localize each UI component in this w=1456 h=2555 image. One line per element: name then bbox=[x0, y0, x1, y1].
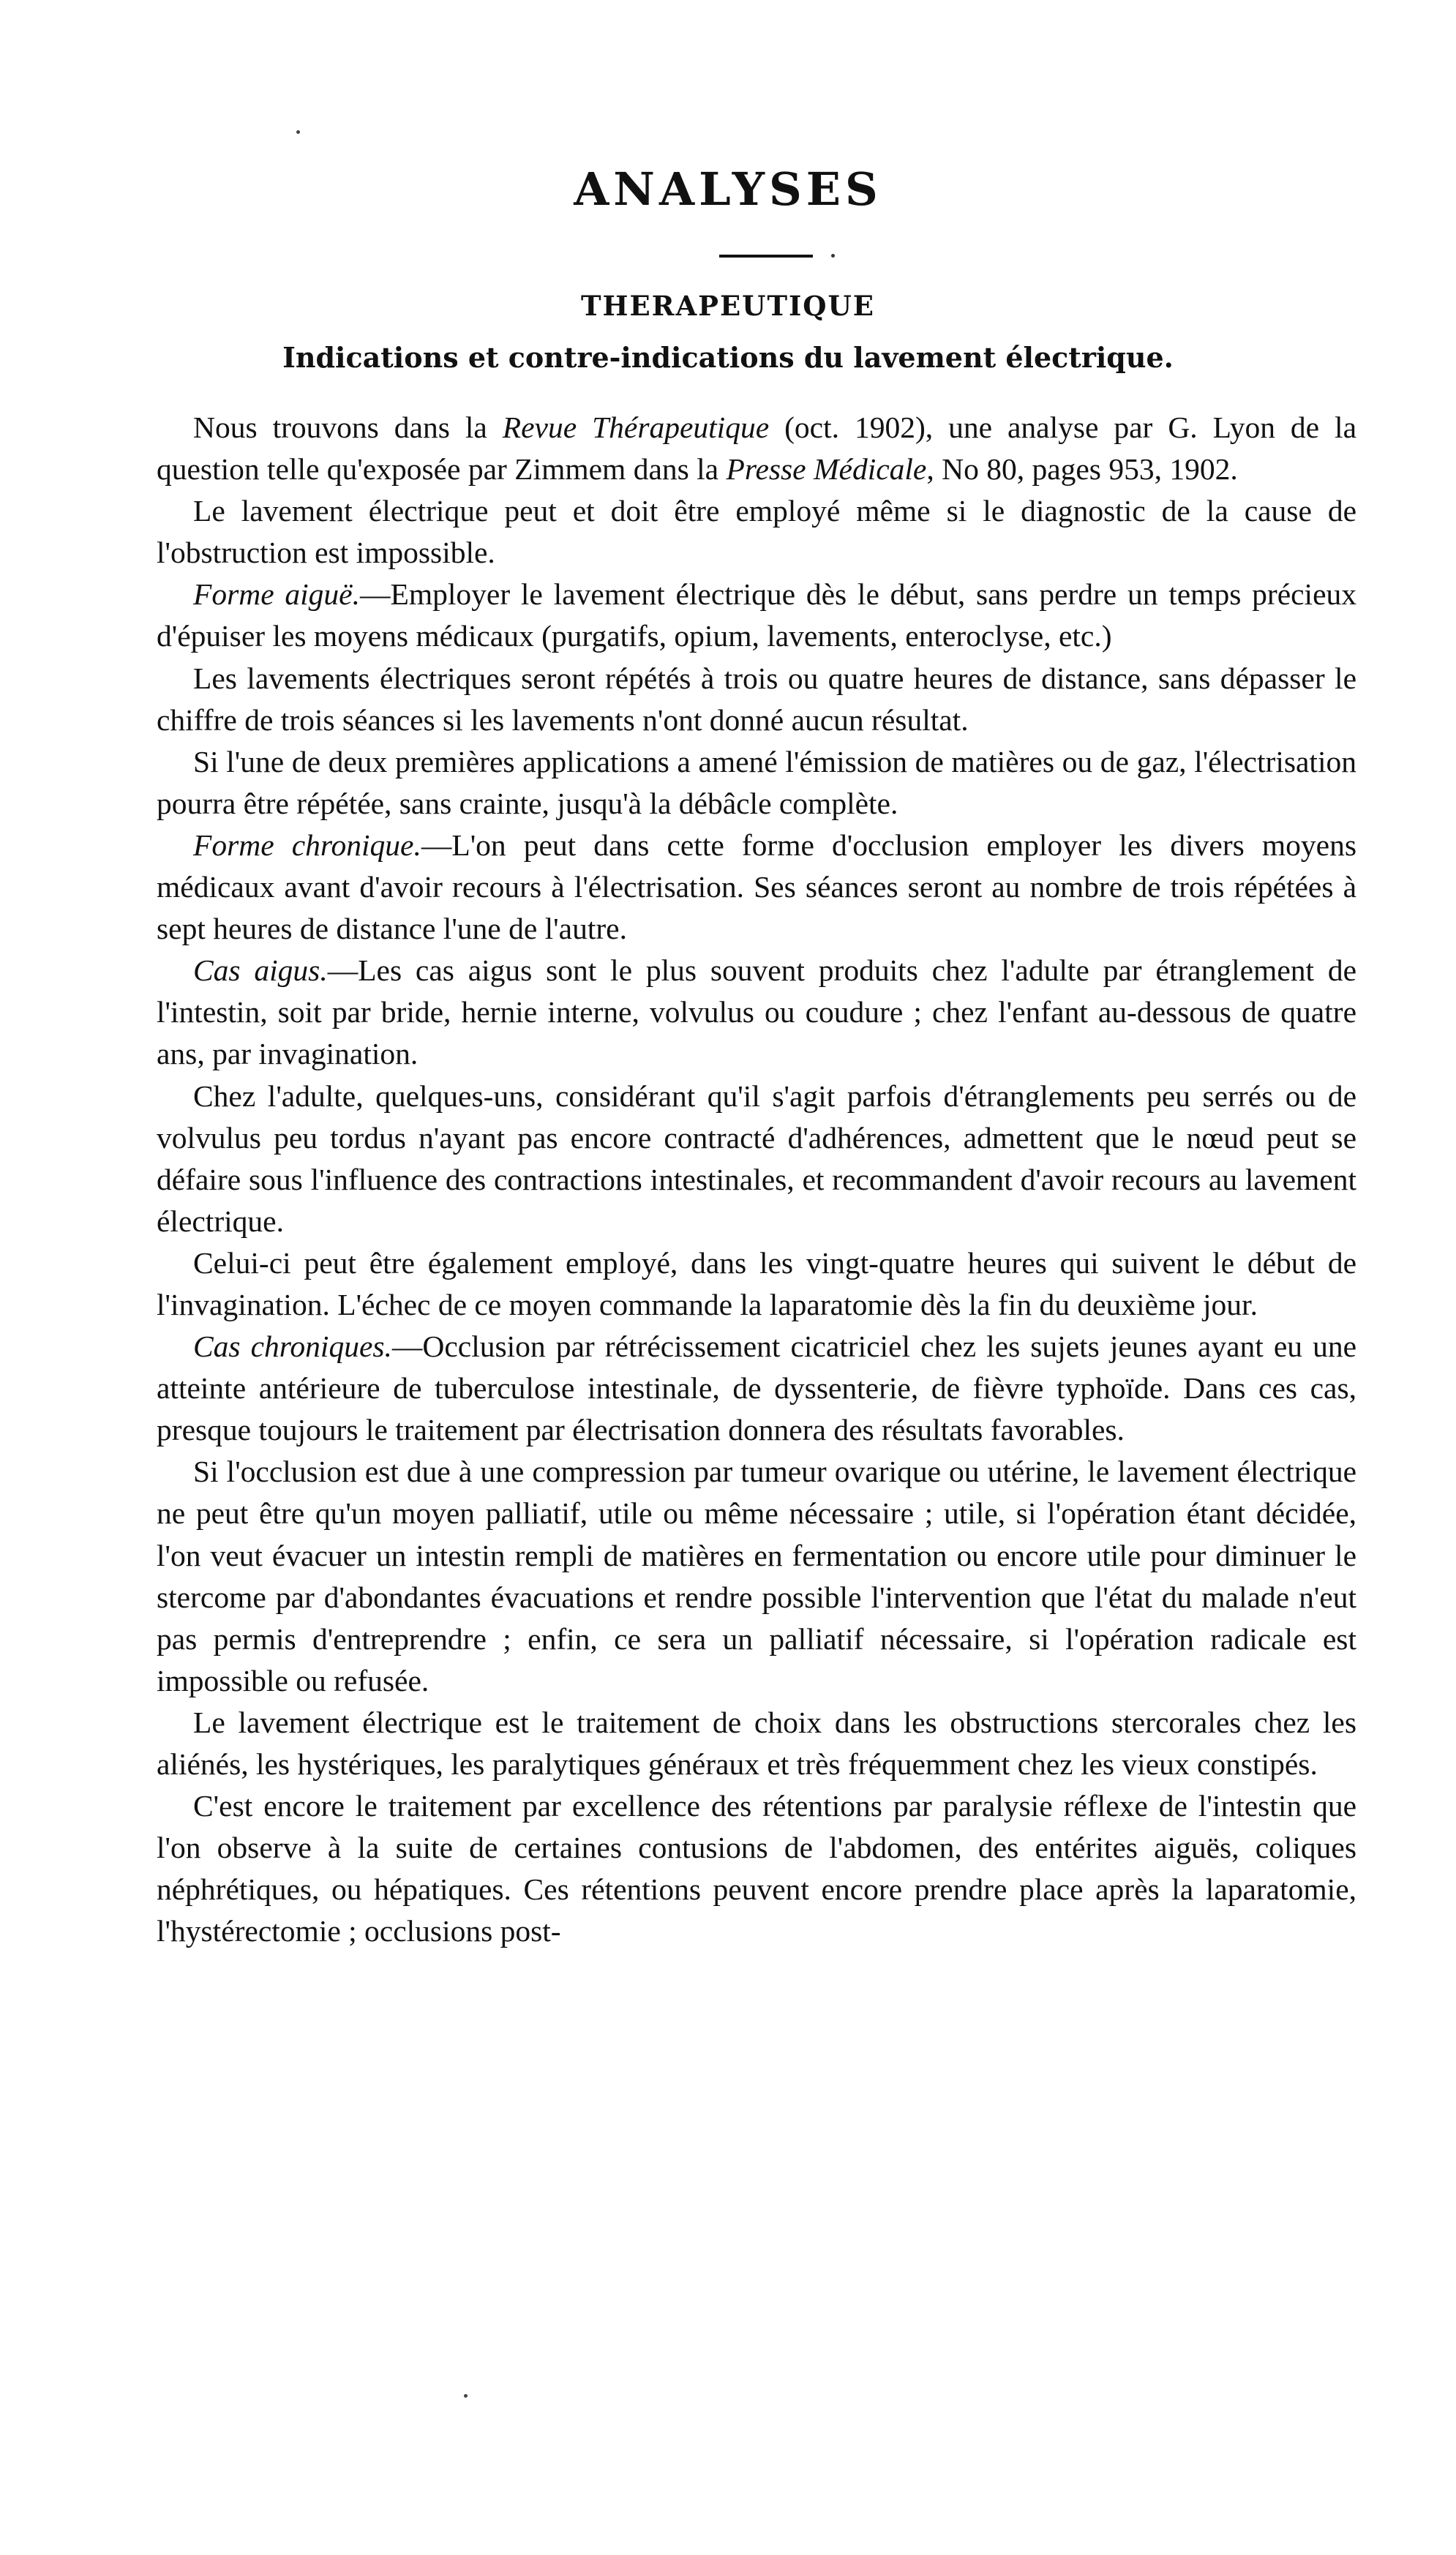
paragraph-p6 bbox=[157, 825, 1356, 950]
paragraph-p9 bbox=[157, 1242, 1356, 1326]
title-rule bbox=[719, 255, 813, 258]
rule-dot bbox=[831, 254, 835, 258]
italic-run: Forme aiguë. bbox=[193, 577, 360, 612]
italic-run: Cas chroniques. bbox=[193, 1329, 392, 1364]
text-run: C'est encore le traitement par excellence des rétentions par paralysie réflexe de l'intestin que l'on observe à la suite de certaines contusions de l'abdomen, des entérites aiguës, coliques néphrétiques, ou hépatiques. Ces rétentions peuvent encore prendre place après la laparatomie, l'hystérectomie ; occlusions post- bbox=[157, 1789, 1356, 1948]
article-subtitle: Indications et contre-indications du lavement électrique. bbox=[282, 341, 1174, 374]
text-run: Si l'occlusion est due à une compression par tumeur ovarique ou utérine, le lavement électrique ne peut être qu'un moyen palliatif, utile ou même nécessaire ; utile, si l'opération étant décidée, l'on veut évacuer un intestin rempli de matières en fermentation ou encore utile pour diminuer le stercome par d'abondantes évacuations et rendre possible l'intervention que l'état du malade n'eut pas permis d'entreprendre ; enfin, ce sera un palliatif nécessaire, si l'opération radicale est impossible ou refusée. bbox=[157, 1455, 1356, 1697]
paragraph-p11 bbox=[157, 1451, 1356, 1702]
section-heading: THERAPEUTIQUE bbox=[581, 290, 875, 322]
page-title: ANALYSES bbox=[574, 162, 882, 216]
paragraph-p13 bbox=[157, 1785, 1356, 1952]
italic-run: Revue Thérapeutique bbox=[502, 410, 770, 444]
text-run: Le lavement électrique peut et doit être employé même si le diagnostic de la cause de l'obstruction est impossible. bbox=[157, 494, 1356, 570]
text-run: Chez l'adulte, quelques-uns, considérant qu'il s'agit parfois d'étranglements peu serrés ou de volvulus peu tordus n'ayant pas encore contracté d'adhérences, admettent que le nœud peut se défaire sous l'influence des contractions intestinales, et recommandent d'avoir recours au lavement électrique. bbox=[157, 1078, 1356, 1238]
text-run: —Employer le lavement électrique dès le début, sans perdre un temps précieux d'épuiser les moyens médicaux (purgatifs, opium, lavements, enteroclyse, etc.) bbox=[157, 577, 1356, 653]
paragraph-p1 bbox=[157, 407, 1356, 490]
text-run: , No 80, pages 953, 1902. bbox=[926, 452, 1238, 487]
italic-run: Cas aigus. bbox=[193, 953, 328, 988]
print-speck bbox=[296, 130, 300, 134]
paragraph-p12 bbox=[157, 1702, 1356, 1785]
text-run: Le lavement électrique est le traitement de choix dans les obstructions stercorales chez les aliénés, les hystériques, les paralytiques généraux et très fréquemment chez les vieux constipés. bbox=[157, 1705, 1356, 1781]
text-run: —L'on peut dans cette forme d'occlusion employer les divers moyens médicaux avant d'avoir recours à l'électrisation. Ses séances seront au nombre de trois répétées à sept heures de distance l'une de l'autre. bbox=[157, 828, 1357, 946]
text-run: Les lavements électriques seront répétés à trois ou quatre heures de distance, sans dépasser le chiffre de trois séances si les lavements n'ont donné aucun résultat. bbox=[157, 661, 1356, 737]
text-run: —Les cas aigus sont le plus souvent produits chez l'adulte par étranglement de l'intestin, soit par bride, hernie interne, volvulus ou coudure ; chez l'enfant au-dessous de quatre ans, par invagination. bbox=[157, 953, 1356, 1071]
paragraph-p8 bbox=[157, 1076, 1356, 1242]
article-body bbox=[157, 407, 1356, 1952]
paragraph-p5 bbox=[157, 741, 1356, 825]
text-run: Si l'une de deux premières applications a amené l'émission de matières ou de gaz, l'électrisation pourra être répétée, sans crainte, jusqu'à la débâcle complète. bbox=[157, 744, 1356, 820]
paragraph-p2 bbox=[157, 490, 1356, 574]
text-run: Celui-ci peut être également employé, dans les vingt-quatre heures qui suivent le début de l'invagination. L'échec de ce moyen commande la laparatomie dès la fin du deuxième jour. bbox=[157, 1245, 1356, 1321]
italic-run: Forme chronique. bbox=[193, 828, 421, 862]
text-run: —Occlusion par rétrécissement cicatriciel chez les sujets jeunes ayant eu une atteinte antérieure de tuberculose intestinale, de dyssenterie, de fièvre typhoïde. Dans ces cas, presque toujours le traitement par électrisation donnera des résultats favorables. bbox=[157, 1329, 1356, 1447]
text-run: Nous trouvons dans la bbox=[193, 410, 503, 444]
paragraph-p3 bbox=[157, 574, 1356, 657]
print-speck bbox=[464, 2394, 468, 2398]
text-run: (oct. 1902), une analyse par G. Lyon de la question telle qu'exposée par Zimmem dans la bbox=[157, 410, 1356, 487]
paragraph-p7 bbox=[157, 950, 1356, 1075]
paragraph-p4 bbox=[157, 658, 1356, 741]
italic-run: Presse Médicale bbox=[726, 452, 927, 487]
paragraph-p10 bbox=[157, 1326, 1356, 1451]
